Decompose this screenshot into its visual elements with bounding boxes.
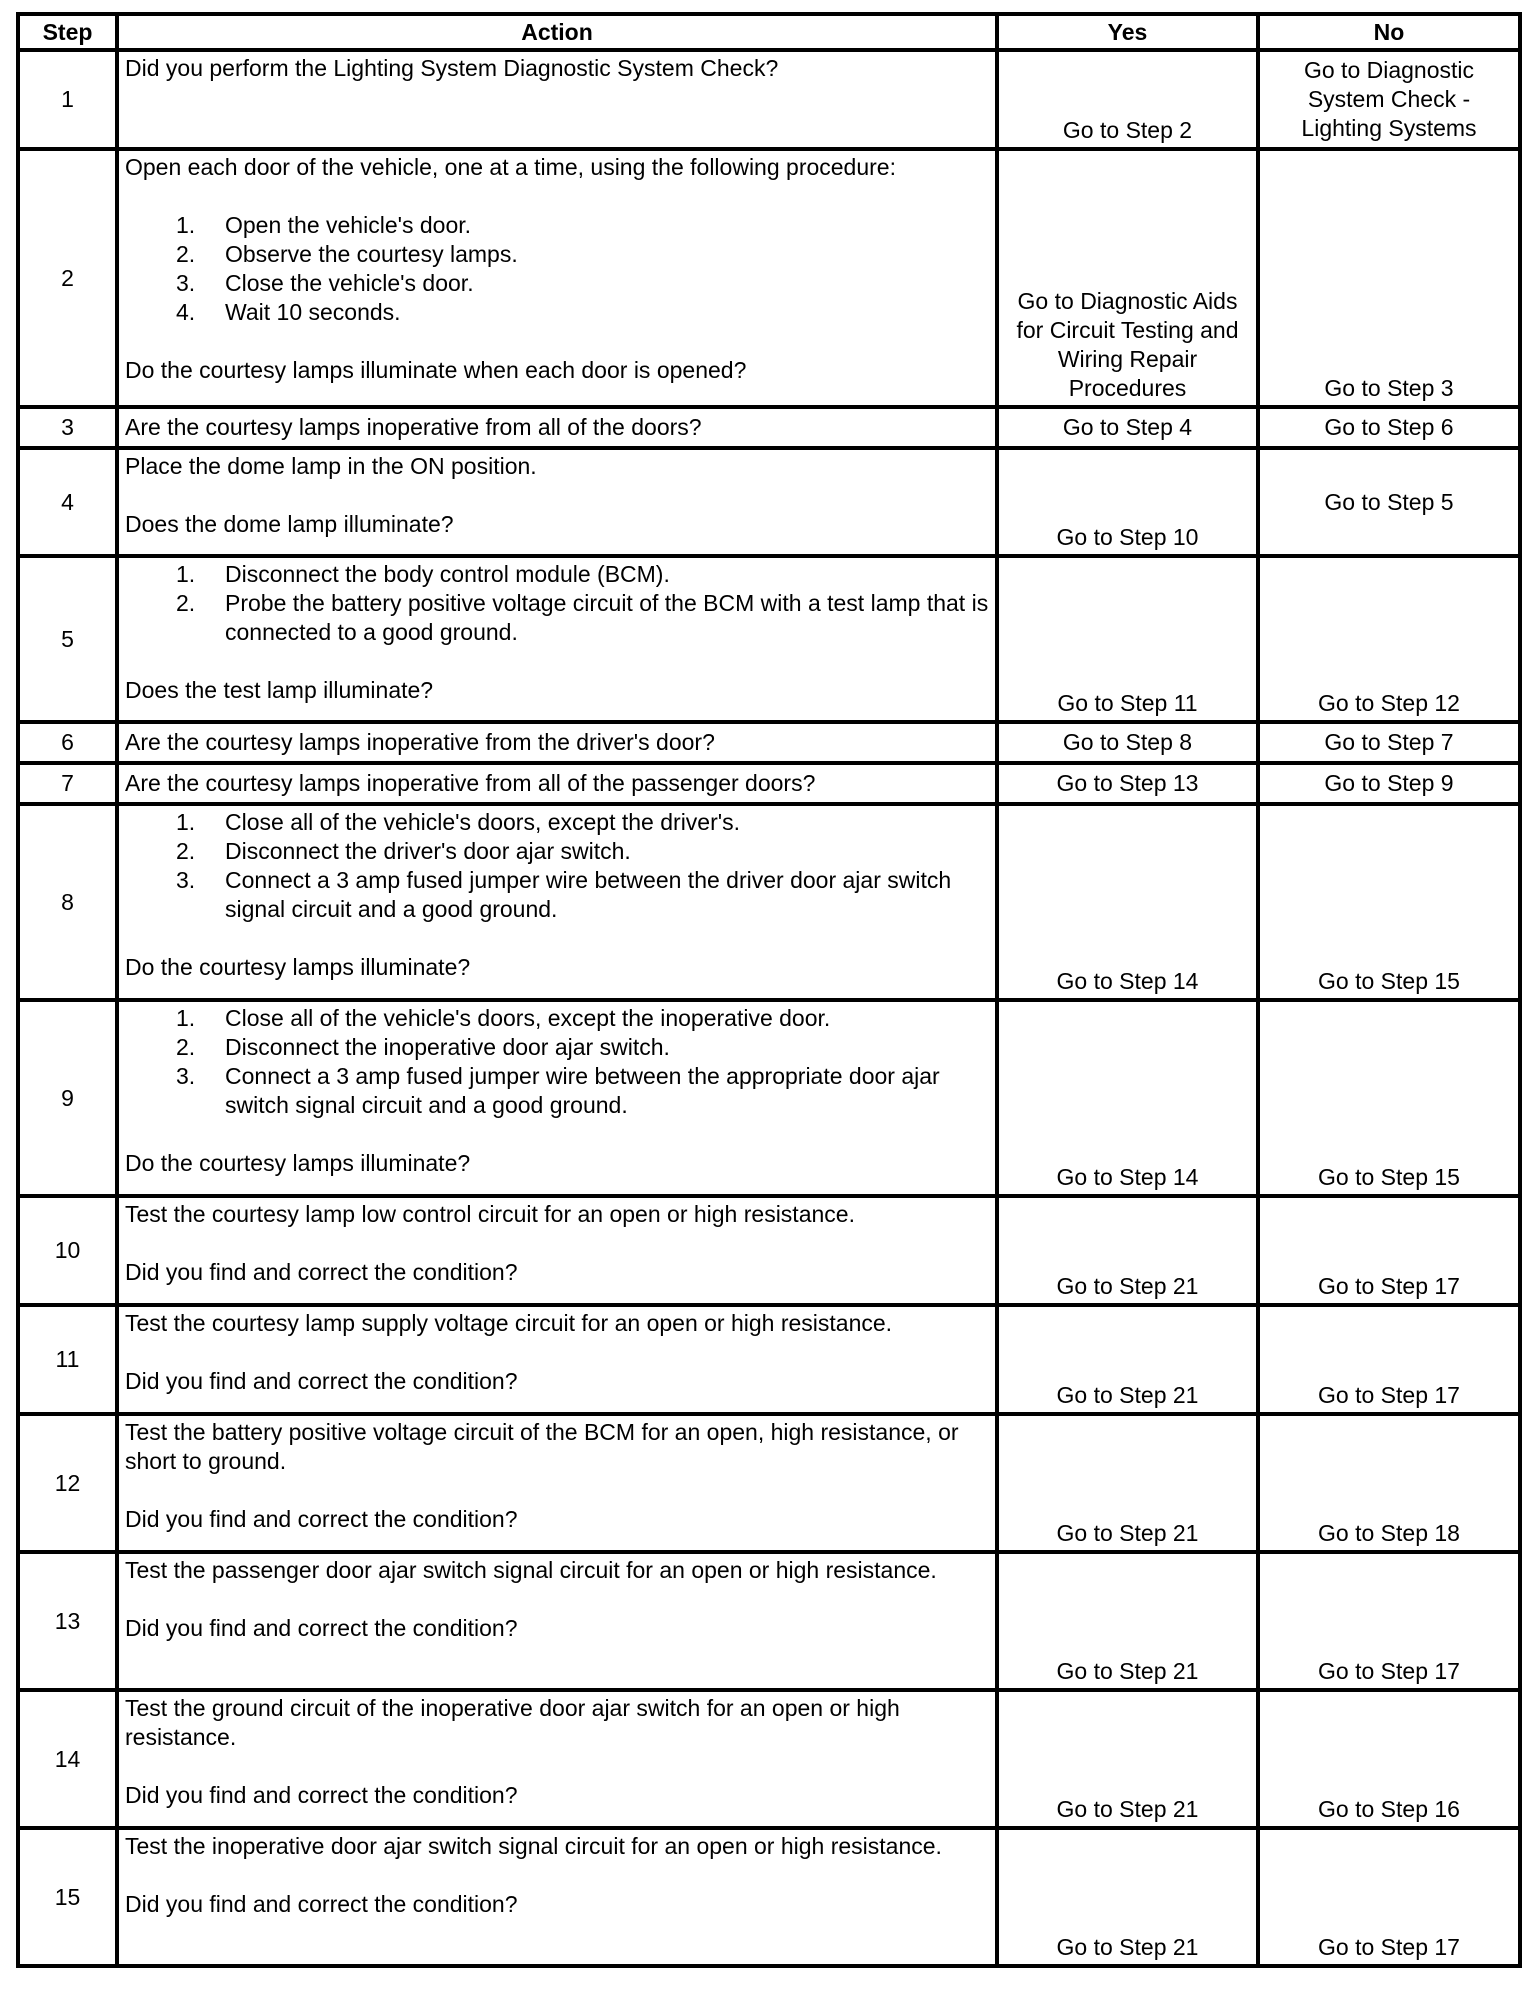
list-item: 1. Close all of the vehicle's doors, except the inoperative door. bbox=[176, 1005, 831, 1031]
step-number: 11 bbox=[18, 1305, 117, 1414]
question-text: Did you find and correct the condition? bbox=[125, 1506, 518, 1532]
action-text: Are the courtesy lamps inoperative from all of the doors? bbox=[125, 414, 702, 440]
no-cell: Go to Step 18 bbox=[1258, 1414, 1520, 1552]
action-cell bbox=[117, 1828, 997, 1966]
action-text: Test the courtesy lamp supply voltage circuit for an open or high resistance. bbox=[125, 1310, 893, 1336]
step-number: 5 bbox=[18, 556, 117, 722]
table-row bbox=[18, 407, 1520, 448]
table-row bbox=[18, 1414, 1520, 1552]
table-header-row bbox=[18, 14, 1520, 50]
step-number: 14 bbox=[18, 1690, 117, 1828]
no-cell: Go to Step 16 bbox=[1258, 1690, 1520, 1828]
action-cell bbox=[117, 763, 997, 804]
action-text: Place the dome lamp in the ON position. bbox=[125, 453, 537, 479]
action-cell bbox=[117, 804, 997, 1000]
diagnostic-table bbox=[16, 12, 1522, 1968]
action-text: Test the passenger door ajar switch signal circuit for an open or high resistance. bbox=[125, 1557, 937, 1583]
no-cell: Go to Step 5 bbox=[1258, 448, 1520, 556]
action-text: Test the inoperative door ajar switch signal circuit for an open or high resistance. bbox=[125, 1833, 942, 1859]
no-cell: Go to Step 17 bbox=[1258, 1828, 1520, 1966]
step-number: 1 bbox=[18, 50, 117, 149]
action-cell bbox=[117, 50, 997, 149]
action-cell bbox=[117, 448, 997, 556]
yes-cell: Go to Step 2 bbox=[997, 50, 1258, 149]
no-cell: Go to Step 17 bbox=[1258, 1196, 1520, 1305]
list-item: 1. Close all of the vehicle's doors, except the driver's. bbox=[176, 809, 741, 835]
list-item: 3. Connect a 3 amp fused jumper wire between the driver door ajar switch signal circuit and a good ground. bbox=[176, 867, 952, 922]
step-number: 7 bbox=[18, 763, 117, 804]
table-row bbox=[18, 722, 1520, 763]
action-cell bbox=[117, 1305, 997, 1414]
no-cell: Go to Step 15 bbox=[1258, 1000, 1520, 1196]
procedure-list bbox=[125, 1004, 989, 1120]
question-text: Did you find and correct the condition? bbox=[125, 1782, 518, 1808]
yes-cell: Go to Step 21 bbox=[997, 1552, 1258, 1690]
action-text: Test the courtesy lamp low control circuit for an open or high resistance. bbox=[125, 1201, 855, 1227]
no-cell: Go to Step 6 bbox=[1258, 407, 1520, 448]
yes-cell: Go to Step 14 bbox=[997, 1000, 1258, 1196]
step-number: 10 bbox=[18, 1196, 117, 1305]
no-cell: Go to Step 7 bbox=[1258, 722, 1520, 763]
yes-cell: Go to Step 13 bbox=[997, 763, 1258, 804]
step-number: 13 bbox=[18, 1552, 117, 1690]
action-cell bbox=[117, 556, 997, 722]
question-text: Do the courtesy lamps illuminate when each door is opened? bbox=[125, 357, 747, 383]
step-number: 6 bbox=[18, 722, 117, 763]
table-row bbox=[18, 763, 1520, 804]
question-text: Did you find and correct the condition? bbox=[125, 1615, 518, 1641]
question-text: Do the courtesy lamps illuminate? bbox=[125, 1150, 471, 1176]
yes-cell: Go to Step 4 bbox=[997, 407, 1258, 448]
question-text: Did you find and correct the condition? bbox=[125, 1891, 518, 1917]
list-item: 1. Open the vehicle's door. bbox=[176, 212, 472, 238]
step-number: 4 bbox=[18, 448, 117, 556]
action-cell bbox=[117, 1414, 997, 1552]
list-item: 2. Observe the courtesy lamps. bbox=[176, 241, 518, 267]
table-row bbox=[18, 1552, 1520, 1690]
no-cell: Go to Step 3 bbox=[1258, 149, 1520, 407]
list-item: 2. Disconnect the inoperative door ajar switch. bbox=[176, 1034, 670, 1060]
yes-cell: Go to Step 14 bbox=[997, 804, 1258, 1000]
action-cell bbox=[117, 722, 997, 763]
table-row bbox=[18, 448, 1520, 556]
no-cell: Go to Step 9 bbox=[1258, 763, 1520, 804]
action-text: Are the courtesy lamps inoperative from the driver's door? bbox=[125, 729, 715, 755]
table-row bbox=[18, 50, 1520, 149]
procedure-list bbox=[125, 560, 989, 647]
action-cell bbox=[117, 149, 997, 407]
header-no: No bbox=[1258, 14, 1520, 50]
yes-cell: Go to Step 21 bbox=[997, 1196, 1258, 1305]
no-cell: Go to Step 17 bbox=[1258, 1552, 1520, 1690]
no-cell: Go to Step 12 bbox=[1258, 556, 1520, 722]
action-cell bbox=[117, 1196, 997, 1305]
action-cell bbox=[117, 1690, 997, 1828]
list-item: 2. Disconnect the driver's door ajar switch. bbox=[176, 838, 631, 864]
list-item: 2. Probe the battery positive voltage circuit of the BCM with a test lamp that is connected to a good ground. bbox=[176, 590, 989, 645]
question-text: Does the dome lamp illuminate? bbox=[125, 511, 454, 537]
question-text: Does the test lamp illuminate? bbox=[125, 677, 434, 703]
yes-cell: Go to Step 21 bbox=[997, 1828, 1258, 1966]
yes-cell: Go to Step 11 bbox=[997, 556, 1258, 722]
yes-cell: Go to Diagnostic Aids for Circuit Testing and Wiring Repair Procedures bbox=[997, 149, 1258, 407]
step-number: 15 bbox=[18, 1828, 117, 1966]
action-text: Did you perform the Lighting System Diagnostic System Check? bbox=[125, 55, 779, 81]
step-number: 9 bbox=[18, 1000, 117, 1196]
table-row bbox=[18, 556, 1520, 722]
step-number: 3 bbox=[18, 407, 117, 448]
table-row bbox=[18, 1305, 1520, 1414]
table-row bbox=[18, 1828, 1520, 1966]
no-cell: Go to Step 15 bbox=[1258, 804, 1520, 1000]
action-cell bbox=[117, 407, 997, 448]
question-text: Did you find and correct the condition? bbox=[125, 1368, 518, 1394]
step-number: 2 bbox=[18, 149, 117, 407]
header-action: Action bbox=[117, 14, 997, 50]
list-item: 3. Connect a 3 amp fused jumper wire between the appropriate door ajar switch signal circuit and a good ground. bbox=[176, 1063, 940, 1118]
list-item: 1. Disconnect the body control module (BCM). bbox=[176, 561, 670, 587]
action-text: Test the ground circuit of the inoperative door ajar switch for an open or high resistance. bbox=[125, 1695, 900, 1750]
table-row bbox=[18, 804, 1520, 1000]
no-cell: Go to Diagnostic System Check - Lighting Systems bbox=[1258, 50, 1520, 149]
yes-cell: Go to Step 10 bbox=[997, 448, 1258, 556]
yes-cell: Go to Step 21 bbox=[997, 1305, 1258, 1414]
table-row bbox=[18, 1690, 1520, 1828]
table-row bbox=[18, 1000, 1520, 1196]
step-number: 12 bbox=[18, 1414, 117, 1552]
yes-cell: Go to Step 8 bbox=[997, 722, 1258, 763]
step-number: 8 bbox=[18, 804, 117, 1000]
diagnostic-table-container bbox=[16, 12, 1518, 1968]
header-step: Step bbox=[18, 14, 117, 50]
no-cell: Go to Step 17 bbox=[1258, 1305, 1520, 1414]
action-text: Open each door of the vehicle, one at a time, using the following procedure: bbox=[125, 154, 896, 180]
list-item: 3. Close the vehicle's door. bbox=[176, 270, 474, 296]
action-cell bbox=[117, 1000, 997, 1196]
procedure-list bbox=[125, 808, 989, 924]
yes-cell: Go to Step 21 bbox=[997, 1690, 1258, 1828]
action-text: Are the courtesy lamps inoperative from all of the passenger doors? bbox=[125, 770, 816, 796]
question-text: Do the courtesy lamps illuminate? bbox=[125, 954, 471, 980]
yes-cell: Go to Step 21 bbox=[997, 1414, 1258, 1552]
table-row bbox=[18, 1196, 1520, 1305]
header-yes: Yes bbox=[997, 14, 1258, 50]
action-text: Test the battery positive voltage circuit of the BCM for an open, high resistance, or short to ground. bbox=[125, 1419, 959, 1474]
question-text: Did you find and correct the condition? bbox=[125, 1259, 518, 1285]
action-cell bbox=[117, 1552, 997, 1690]
table-row bbox=[18, 149, 1520, 407]
list-item: 4. Wait 10 seconds. bbox=[176, 299, 401, 325]
procedure-list bbox=[125, 211, 989, 327]
